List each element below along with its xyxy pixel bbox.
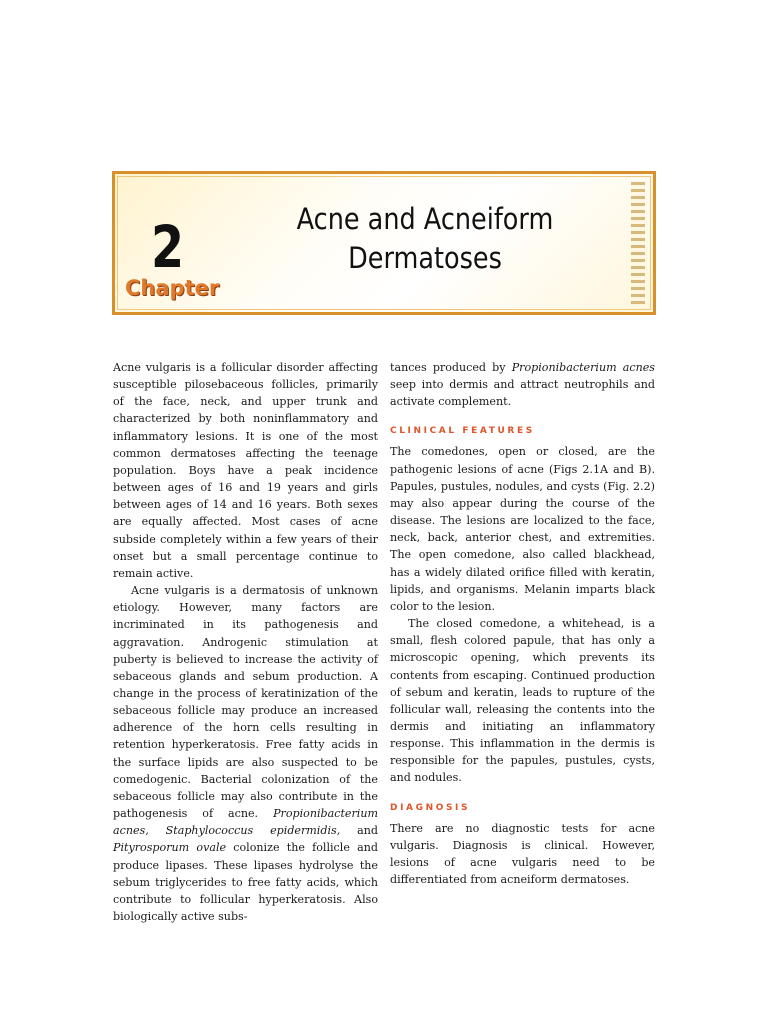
clinical-paragraph-1: The comedones, open or closed, are the pathogenic lesions of acne (Figs 2.1A and B). Papules, pustules, nodules, and cysts (Fig. 2.2) may also appear during the course of the disease. The lesions are localized to the face, neck, back, anterior chest, and extremities. The open comedone, also called blackhead, has a widely dilated orifice filled with keratin, lipids, and organisms. Melanin imparts black color to the lesion. — [390, 445, 655, 613]
etiology-text-a: Acne vulgaris is a dermatosis of unknown etiology. However, many factors are incriminated in its pathogenesis and aggravation. Androgenic stimulation at puberty is believed to increase the activity of sebaceous glands and sebum production. A change in the process of keratinization of the sebaceous follicle may produce an increased adherence of the horn cells resulting in retention hyperkeratosis. Free fatty acids in the surface lipids are also suspected to be comedogenic. Bacterial colonization of the sebaceous follicle may also contribute in the pathogenesis of acne. — [113, 584, 378, 821]
propionibacterium-italic: Propionibacterium acnes — [511, 361, 655, 374]
left-column — [113, 359, 378, 925]
chapter-title — [249, 200, 601, 278]
continuation-paragraph — [390, 359, 655, 410]
etiology-and: and — [340, 824, 378, 838]
clinical-features-heading: CLINICAL FEATURES — [390, 426, 535, 437]
chapter-title-line2: Dermatoses — [348, 241, 502, 275]
chapter-title-line1: Acne and Acneiform — [296, 202, 554, 236]
clinical-paragraph-2: The closed comedone, a whitehead, is a small, flesh colored papule, that has only a microscopic opening, which prevents its contents from escaping. Continued production of sebum and keratin, leads to rupture of the follicular wall, releasing the contents into the dermis and initiating an inflammatory response. This inflammation in the dermis is responsible for the papules, pustules, cysts, and nodules. — [390, 617, 655, 785]
continuation-text-b: seep into dermis and attract neutrophils and activate complement. — [390, 378, 655, 409]
diagnosis-paragraph: There are no diagnostic tests for acne vulgaris. Diagnosis is clinical. However, lesions of acne vulgaris need to be differentiated from acneiform dermatoses. — [390, 821, 655, 887]
banner-stripes-decoration — [631, 182, 645, 304]
etiology-paragraph — [113, 582, 378, 925]
diagnosis-heading: DIAGNOSIS — [390, 802, 471, 813]
chapter-number: 2 — [151, 213, 185, 281]
continuation-text-a: tances produced by — [390, 361, 512, 374]
intro-paragraph: Acne vulgaris is a follicular disorder affecting susceptible pilosebaceous follicles, primarily of the face, neck, and upper trunk and characterized by both noninflammatory and inflammatory lesions. It is one of the most common dermatoses affecting the teenage population. Boys have a peak incidence between ages of 16 and 19 years and girls between ages of 14 and 16 years. Both sexes are equally affected. Most cases of acne subside completely within a few years of their onset but a small percentage continue to remain active. — [113, 361, 378, 580]
bacteria-names-italic: Propionibacterium acnes, Staphylococcus epidermidis, — [113, 807, 378, 838]
etiology-text-b: colonize the follicle and produce lipases. These lipases hydrolyse the sebum triglycerides to free fatty acids, which contribute to follicular hyperkeratosis. Also biologically active subs- — [113, 841, 378, 923]
chapter-banner — [112, 171, 656, 315]
pityrosporum-italic: Pityrosporum ovale — [113, 841, 227, 855]
chapter-label: Chapter — [125, 276, 220, 300]
right-column — [390, 359, 655, 888]
